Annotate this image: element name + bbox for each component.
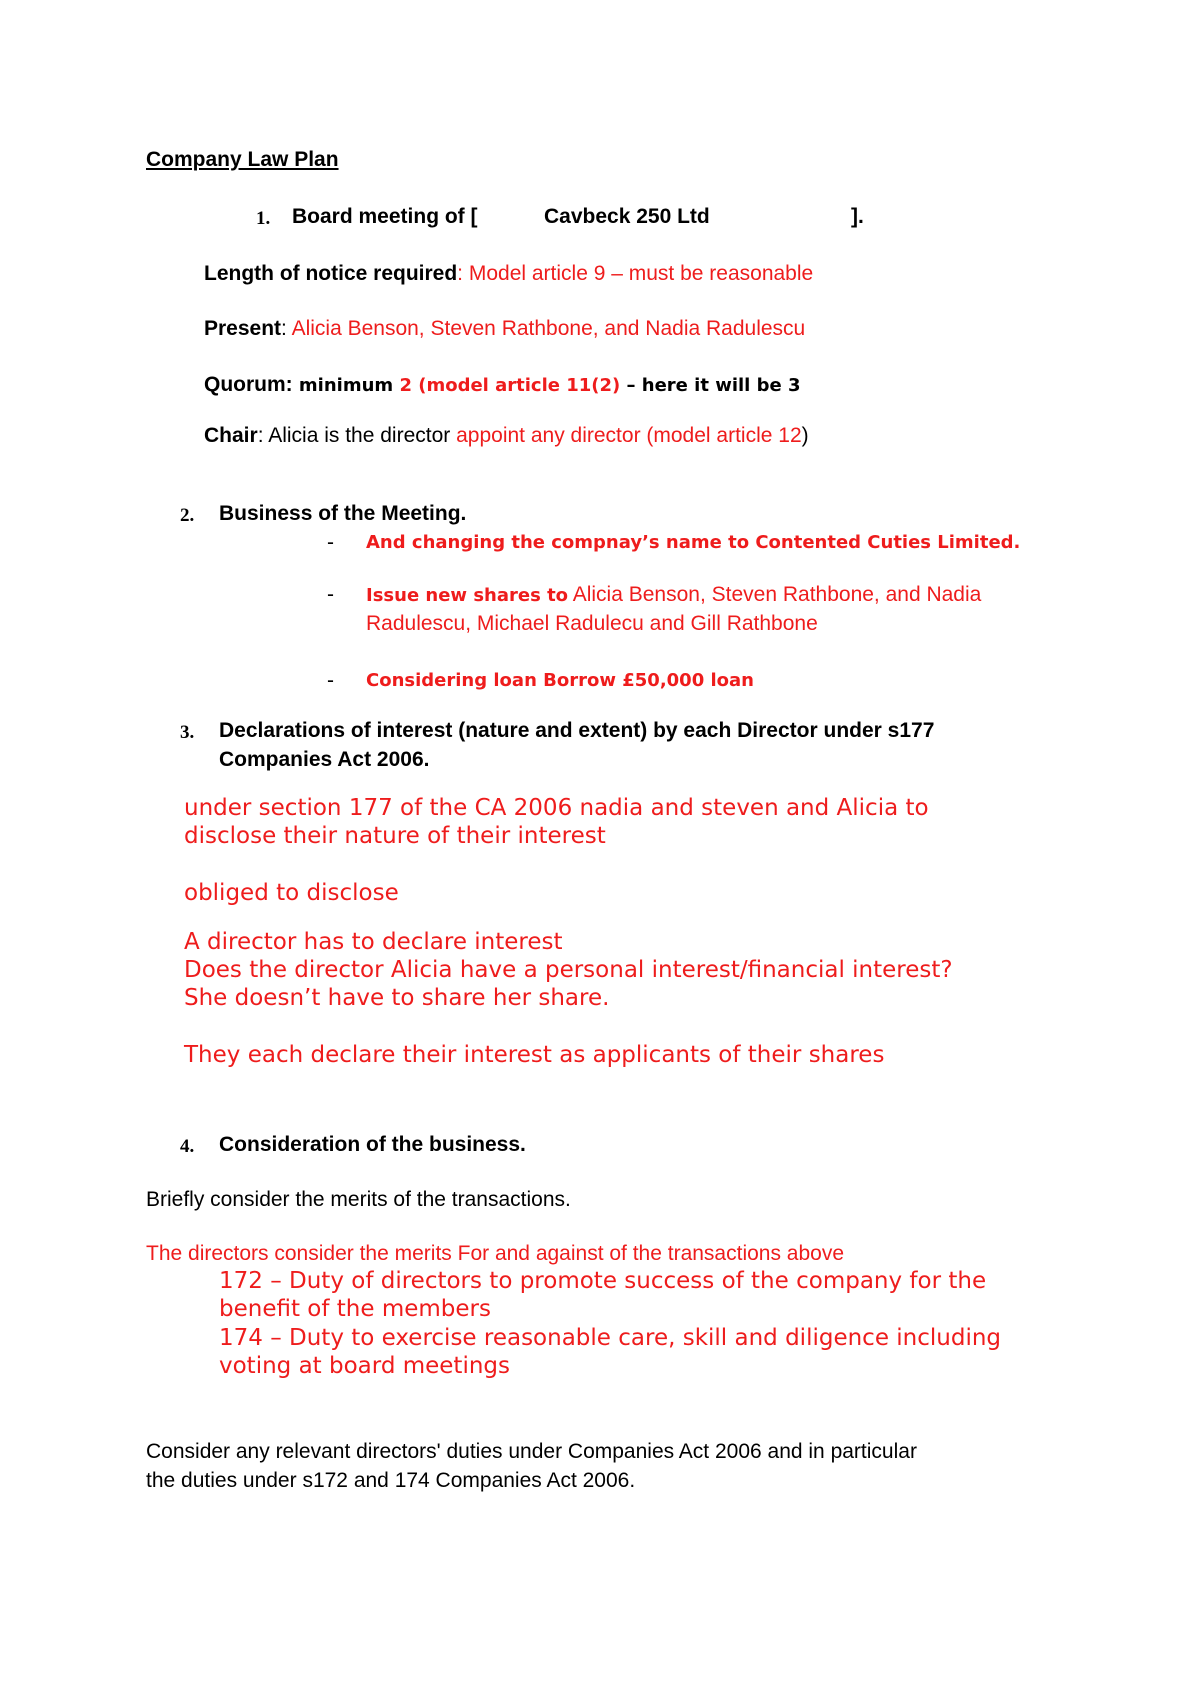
bullet-dash: -: [327, 583, 334, 606]
item-1-number: 1.: [256, 208, 271, 229]
duty-174-line-2: voting at board meetings: [219, 1353, 511, 1379]
bullet-dash: -: [327, 669, 334, 692]
duty-174-line-1: 174 – Duty to exercise reasonable care, skill and diligence including: [219, 1325, 1002, 1351]
chair-line: [204, 422, 809, 450]
note-declare-interest: A director has to declare interest: [184, 929, 563, 955]
note-section-177: under section 177 of the CA 2006 nadia and steven and Alicia to: [184, 795, 929, 821]
bullet-shares: [366, 581, 981, 609]
item-3-heading-line-2: Companies Act 2006.: [219, 748, 430, 771]
item-2-number: 2.: [180, 505, 195, 526]
present-line: [204, 315, 805, 343]
quorum-text-1: minimum: [292, 375, 400, 396]
item-1-company: Cavbeck 250 Ltd: [544, 205, 710, 228]
note-obliged: obliged to disclose: [184, 880, 399, 906]
bullet-shares-line-2: Radulescu, Michael Radulecu and Gill Rathbone: [366, 612, 818, 635]
consider-line-1: Consider any relevant directors' duties under Companies Act 2006 and in particular: [146, 1440, 917, 1463]
quorum-label: Quorum:: [204, 373, 293, 396]
chair-label: Chair: [204, 424, 258, 447]
present-label: Present: [204, 317, 282, 340]
quorum-text-2: – here it will be 3: [620, 375, 801, 396]
merits-note: The directors consider the merits For and against of the transactions above: [146, 1242, 845, 1265]
item-4-heading: Consideration of the business.: [219, 1133, 526, 1156]
note-applicants: They each declare their interest as applicants of their shares: [184, 1042, 885, 1068]
brief-consider: Briefly consider the merits of the transactions.: [146, 1188, 571, 1211]
consider-line-2: the duties under s172 and 174 Companies Act 2006.: [146, 1469, 636, 1492]
notice-value: Model article 9 – must be reasonable: [463, 262, 814, 285]
note-disclose-nature: disclose their nature of their interest: [184, 823, 606, 849]
notice-colon: :: [457, 262, 464, 285]
item-1-prefix: Board meeting of [: [292, 205, 478, 228]
bullet-dash: -: [327, 531, 334, 554]
present-value: Alicia Benson, Steven Rathbone, and Nadia Radulescu: [286, 317, 806, 340]
item-1-suffix: ].: [851, 205, 864, 228]
page-title: Company Law Plan: [146, 148, 339, 171]
chair-end: ): [801, 424, 809, 447]
item-2-heading: Business of the Meeting.: [219, 502, 467, 525]
bullet-rename: And changing the compnay’s name to Contented Cuties Limited.: [366, 532, 1021, 553]
item-4-number: 4.: [180, 1136, 195, 1157]
notice-label: Length of notice required: [204, 262, 458, 285]
item-3-heading-line-1: Declarations of interest (nature and extent) by each Director under s177: [219, 719, 935, 742]
note-share: She doesn’t have to share her share.: [184, 985, 610, 1011]
chair-text: : Alicia is the director: [257, 424, 457, 447]
note-personal-interest: Does the director Alicia have a personal interest/financial interest?: [184, 957, 953, 983]
quorum-line: [204, 371, 801, 399]
item-3-number: 3.: [180, 722, 195, 743]
quorum-red: 2 (model article 11(2): [399, 375, 621, 396]
bullet-shares-line-1: Alicia Benson, Steven Rathbone, and Nadia: [568, 583, 982, 606]
bullet-loan: Considering loan Borrow £50,000 loan: [366, 670, 754, 691]
notice-line: [204, 260, 813, 288]
present-colon: :: [281, 317, 287, 340]
duty-172-line-2: benefit of the members: [219, 1296, 491, 1322]
duty-172-line-1: 172 – Duty of directors to promote success of the company for the: [219, 1268, 987, 1294]
chair-red: appoint any director (model article 12: [456, 424, 802, 447]
bullet-shares-bold: Issue new shares to: [366, 585, 569, 606]
